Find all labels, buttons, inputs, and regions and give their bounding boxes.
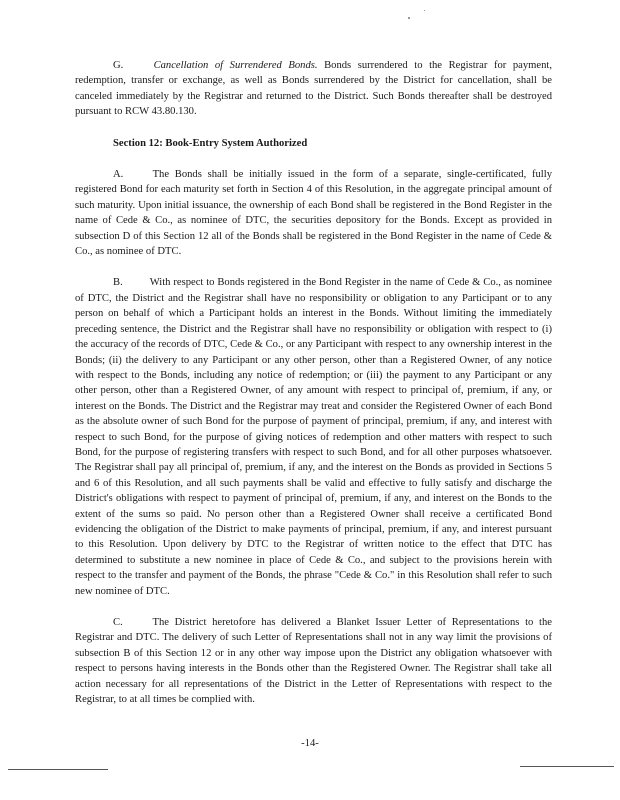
scan-edge-line-left [8,769,108,770]
paragraph-g-heading: Cancellation of Surrendered Bonds. [153,60,318,71]
paragraph-c-text: The District heretofore has delivered a Blanket Issuer Letter of Representations to the Registrar and DTC. The delivery of such Letter of Representations shall not in any way limit the provisions of subsection B of this Section 12 or in any other way impose upon the District any obligation whatsoever with respect to persons having interests in the Bonds other than the Registered Owner. The Registrar shall take all action necessary for all representations of the District in the Letter of Representations with respect to the Registrar, to at all times be complied with. [75,617,552,706]
document-body [75,58,552,723]
section-12-heading: Section 12: Book-Entry System Authorized [113,137,308,149]
paragraph-a-label: A. [113,169,124,181]
paragraph-b-label: B. [113,277,123,289]
paragraph-b-text: With respect to Bonds registered in the Bond Register in the name of Cede & Co., as nominee of DTC, the District and the Registrar shall have no responsibility or obligation to any Participant or to any person on behalf of which a Participant holds an interest in the Bonds. Without limiting the immediately preceding sentence, the District and the Registrar shall have no responsibility or obligation with respect to (i) the accuracy of the records of DTC, Cede & Co., or any Participant with respect to any ownership interest in the Bonds; (ii) the delivery to any Participant or any other person, other than a Registered Owner, of any notice with respect to the Bonds, including any notice of redemption; or (iii) the payment to any Participant or any other person, other than a Registered Owner, of any amount with respect to principal of, premium, if any, or interest on the Bonds. The District and the Registrar may treat and consider the Registered Owner of each Bond as the absolute owner of such Bond for the purpose of payment of principal, premium, if any, and interest with respect to such Bond, for the purpose of giving notices of redemption and other matters with respect to such Bond, for the purpose of registering transfers with respect to such Bond, and for all other purposes whatsoever. The Registrar shall pay all principal of, premium, if any, and the interest on the Bonds as provided in Sections 5 and 6 of this Resolution, and all such payments shall be valid and effective to fully satisfy and discharge the District's obligations with respect to payment of principal of, premium, if any, and interest on the Bonds to the extent of the sums so paid. No person other than a Registered Owner shall receive a certificated Bond evidencing the obligation of the District to make payments of principal, premium, if any, and interest pursuant to this Resolution. Upon delivery by DTC to the Registrar of written notice to the effect that DTC has determined to substitute a new nominee in place of Cede & Co., and subject to the provisions herein with respect to the transfer and payment of the Bonds, the phrase "Cede & Co." in this Resolution shall refer to such new nominee of DTC. [75,277,552,597]
page-number: -14- [301,738,319,749]
paragraph-g-label: G. [113,60,124,71]
scan-edge-line-right [520,766,614,767]
scan-speck [408,17,410,19]
paragraph-c [75,615,552,707]
paragraph-g-text: Bonds surrendered to the Registrar for payment, redemption, transfer or exchange, as well as Bonds surrendered by the District for cancellation, shall be canceled immediately by the Registrar and returned to the District. Such Bonds thereafter shall be destroyed pursuant to RCW 43.80.130. [75,60,552,118]
paragraph-a-text: The Bonds shall be initially issued in the form of a separate, single-certificated, fully registered Bond for each maturity set forth in Section 4 of this Resolution, in the aggregate principal amount of such maturity. Upon initial issuance, the ownership of each Bond shall be registered in the Bond Register in the name of Cede & Co., as nominee of DTC, the securities depository for the Bonds. Except as provided in subsection D of this Section 12 all of the Bonds shall be registered in the Bond Register in the name of Cede & Co., as nominee of DTC. [75,169,552,258]
paragraph-b [75,275,552,599]
paragraph-c-label: C. [113,617,123,628]
scan-speck [424,10,425,11]
paragraph-a [75,167,552,259]
paragraph-g [75,58,552,120]
